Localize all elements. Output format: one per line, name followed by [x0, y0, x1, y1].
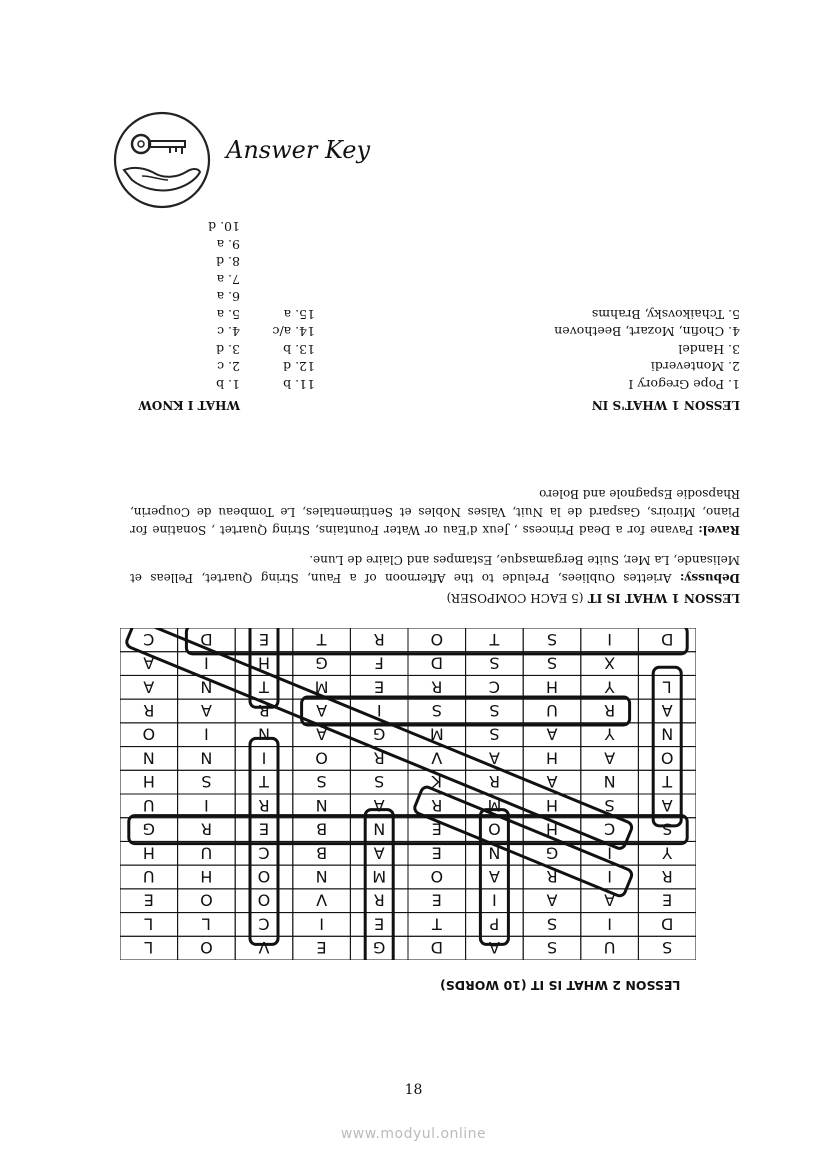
grid-letter: N: [488, 843, 501, 863]
answer-item: 12. d: [283, 359, 315, 375]
what-i-know-col2: [272, 306, 315, 394]
grid-letter: N: [200, 677, 213, 697]
grid-letter: U: [200, 843, 213, 863]
grid-letter: R: [661, 867, 673, 886]
grid-letter: U: [142, 867, 155, 886]
grid-letter: S: [201, 772, 212, 792]
grid-letter: L: [144, 938, 154, 958]
grid-letter: E: [316, 938, 327, 958]
lesson1-whats-in-heading: LESSON 1 WHAT'S IN: [591, 398, 740, 412]
grid-letter: T: [316, 629, 327, 649]
grid-letter: S: [662, 938, 673, 958]
grid-letter: R: [431, 677, 443, 697]
grid-letter: I: [204, 724, 209, 744]
grid-letter: L: [144, 914, 154, 934]
grid-letter: M: [372, 867, 387, 886]
grid-letter: O: [488, 819, 501, 839]
grid-letter: C: [604, 819, 616, 839]
grid-letter: D: [661, 914, 674, 934]
grid-letter: S: [374, 772, 385, 792]
grid-letter: R: [258, 701, 270, 720]
grid-letter: G: [372, 938, 386, 958]
grid-letter: S: [546, 914, 558, 934]
grid-letter: A: [373, 795, 385, 815]
grid-letter: E: [431, 819, 442, 839]
grid-letter: A: [604, 748, 616, 768]
grid-letter: S: [489, 701, 500, 720]
grid-letter: F: [374, 653, 384, 673]
whats-in-item: 1. Pope Gregory I: [628, 377, 740, 392]
answer-item: 2. c: [217, 359, 240, 375]
grid-letter: O: [257, 890, 271, 910]
grid-letter: S: [431, 701, 442, 720]
watermark: www.modyul.online: [340, 1126, 487, 1142]
whats-in-item: 5. Tchaikovsky, Brahms: [591, 307, 740, 322]
grid-letter: N: [142, 748, 155, 768]
grid-letter: T: [431, 914, 442, 934]
grid-letter: I: [261, 748, 267, 768]
grid-letter: C: [143, 629, 155, 649]
answer-item: 14. a/c: [272, 324, 315, 340]
answer-item: 15. a: [283, 307, 315, 322]
grid-letter: I: [204, 653, 209, 673]
grid-letter: N: [200, 748, 213, 768]
grid-letter: O: [200, 890, 213, 910]
what-i-know-heading: WHAT I KNOW: [138, 398, 240, 412]
grid-letter: I: [492, 890, 497, 910]
grid-letter: I: [319, 914, 324, 934]
grid-letter: N: [258, 724, 270, 744]
grid-letter: H: [545, 748, 559, 768]
grid-letter: T: [662, 772, 673, 792]
grid-letter: H: [142, 772, 155, 792]
answer-item: 6. a: [216, 289, 240, 305]
grid-letter: A: [546, 890, 558, 910]
grid-letter: N: [661, 724, 674, 744]
grid-letter: T: [259, 677, 269, 697]
grid-letter: A: [546, 724, 558, 744]
grid-letter: R: [431, 795, 443, 815]
grid-letter: V: [316, 890, 328, 910]
grid-letter: H: [257, 653, 271, 673]
grid-letter: S: [489, 724, 500, 744]
grid-letter: O: [430, 867, 444, 886]
answer-item: 4. c: [217, 324, 240, 340]
answer-item: 3. d: [216, 342, 240, 357]
grid-letter: C: [258, 843, 270, 863]
grid-letter: S: [546, 938, 558, 958]
grid-letter: R: [373, 629, 385, 649]
grid-letter: R: [546, 867, 558, 886]
whats-in-item: 3. Handel: [678, 342, 740, 357]
grid-letter: A: [488, 748, 500, 768]
grid-letter: R: [200, 819, 212, 839]
grid-letter: E: [258, 629, 270, 649]
grid-letter: E: [143, 890, 154, 910]
grid-letter: I: [607, 843, 612, 863]
answer-item: 1. b: [216, 377, 240, 392]
grid-letter: L: [662, 677, 672, 697]
grid-letter: T: [259, 772, 269, 792]
grid-letter: R: [488, 772, 500, 792]
word-search-svg: [120, 628, 696, 960]
grid-letter: G: [545, 843, 559, 863]
grid-letter: R: [373, 890, 385, 910]
grid-letter: O: [142, 724, 156, 744]
grid-letter: I: [204, 795, 209, 815]
grid-letter: Y: [662, 843, 673, 863]
grid-letter: O: [315, 748, 328, 768]
grid-letter: E: [374, 914, 385, 934]
grid-letter: X: [604, 653, 616, 673]
grid-letter: S: [546, 653, 558, 673]
grid-letter: N: [315, 795, 328, 815]
grid-letter: G: [315, 653, 328, 673]
answer-item: 10. d: [208, 219, 240, 235]
grid-letter: A: [661, 701, 673, 720]
grid-letter: S: [546, 629, 558, 649]
grid-letter: R: [143, 701, 155, 720]
grid-letter: E: [662, 890, 673, 910]
grid-letter: S: [604, 795, 615, 815]
grid-letter: I: [607, 914, 612, 934]
grid-letter: S: [316, 772, 327, 792]
whats-in-list: [554, 306, 740, 394]
grid-letter: V: [431, 748, 443, 768]
page-number: 18: [404, 1082, 423, 1098]
grid-letter: L: [201, 914, 211, 934]
grid-letter: N: [315, 867, 328, 886]
grid-letter: O: [430, 629, 444, 649]
grid-letter: S: [489, 653, 500, 673]
grid-letter: I: [607, 867, 612, 886]
whats-in-item: 2. Monteverdi: [650, 359, 740, 375]
grid-letter: D: [661, 629, 674, 649]
grid-letter: G: [142, 819, 156, 839]
grid-letter: O: [660, 748, 674, 768]
debussy-answer: Debussy: Ariettes Oubliees, Prelude to the Afternoon of a Faun, String Quartet, Pelleas et Melisande, La Mer, Suite Bergamasque, Estampes and Claire de Lune.: [130, 553, 740, 585]
grid-letter: O: [200, 938, 213, 958]
grid-letter: S: [662, 819, 673, 839]
grid-letter: Y: [604, 677, 615, 697]
grid-letter: H: [545, 677, 559, 697]
answer-item: 13. b: [283, 342, 315, 357]
grid-letter: H: [545, 795, 559, 815]
grid-letter: H: [200, 867, 213, 886]
page-title: Answer Key: [226, 136, 370, 164]
answer-item: 5. a: [216, 307, 240, 322]
answer-item: 11. b: [283, 377, 315, 392]
grid-letter: C: [258, 914, 270, 934]
grid-letter: O: [257, 867, 271, 886]
grid-letter: B: [316, 843, 328, 863]
grid-letter: H: [142, 843, 155, 863]
answer-item: 9. a: [216, 237, 240, 252]
grid-letter: K: [431, 772, 443, 792]
what-i-know-col1: [208, 218, 240, 393]
grid-letter: A: [546, 772, 558, 792]
grid-letter: B: [316, 819, 328, 839]
grid-letter: M: [429, 724, 444, 744]
grid-letter: E: [258, 819, 270, 839]
grid-letter: A: [488, 938, 500, 958]
word-search-grid: [120, 628, 696, 960]
grid-letter: A: [143, 677, 155, 697]
grid-letter: E: [374, 677, 385, 697]
lesson2-heading: LESSON 2 WHAT IS IT (10 WORDS): [440, 978, 681, 993]
grid-letter: D: [430, 653, 443, 673]
grid-letter: M: [487, 795, 502, 815]
grid-letter: D: [200, 629, 213, 649]
grid-letter: G: [372, 724, 386, 744]
grid-letter: Y: [604, 724, 615, 744]
grid-letter: R: [373, 748, 385, 768]
grid-letter: A: [488, 867, 500, 886]
grid-letter: E: [431, 843, 442, 863]
grid-letter: R: [258, 795, 270, 815]
answer-item: 8. d: [216, 254, 240, 270]
grid-letter: A: [316, 724, 328, 744]
answer-item: 7. a: [216, 272, 240, 287]
grid-letter: D: [430, 938, 443, 958]
grid-letter: I: [607, 629, 612, 649]
grid-letter: A: [200, 701, 212, 720]
grid-letter: T: [489, 629, 500, 649]
grid-letter: U: [142, 795, 155, 815]
grid-letter: A: [143, 653, 155, 673]
grid-letter: I: [376, 701, 382, 720]
grid-letter: C: [488, 677, 500, 697]
grid-letter: A: [604, 890, 616, 910]
grid-letter: U: [546, 701, 558, 720]
ravel-answer: Ravel: Pavane for a Dead Princess , Jeux d'Eau or Water Fountains, String Quartet , Sonatine for Piano, Miroirs, Gaspard de la Nuit, Valses Nobles et Sentimentales, Le Tombeau de Couperin, Rhapsodie Espagnole and Bolero: [130, 487, 740, 537]
grid-letter: M: [314, 677, 329, 697]
grid-letter: A: [316, 701, 328, 720]
whats-in-item: 4. Chofin, Mozart, Beethoven: [554, 324, 740, 340]
grid-letter: N: [373, 819, 386, 839]
grid-letter: U: [603, 938, 616, 958]
grid-letter: V: [258, 938, 270, 958]
lesson1-what-is-it-heading: LESSON 1 WHAT IS IT (5 EACH COMPOSER): [446, 591, 740, 605]
grid-letter: R: [604, 701, 616, 720]
upside-down-answer-block: [100, 195, 740, 605]
grid-letter: N: [603, 772, 616, 792]
grid-letter: A: [373, 843, 385, 863]
grid-letter: E: [431, 890, 442, 910]
grid-letter: P: [489, 914, 500, 934]
grid-letter: A: [661, 795, 673, 815]
grid-letter: H: [545, 819, 559, 839]
